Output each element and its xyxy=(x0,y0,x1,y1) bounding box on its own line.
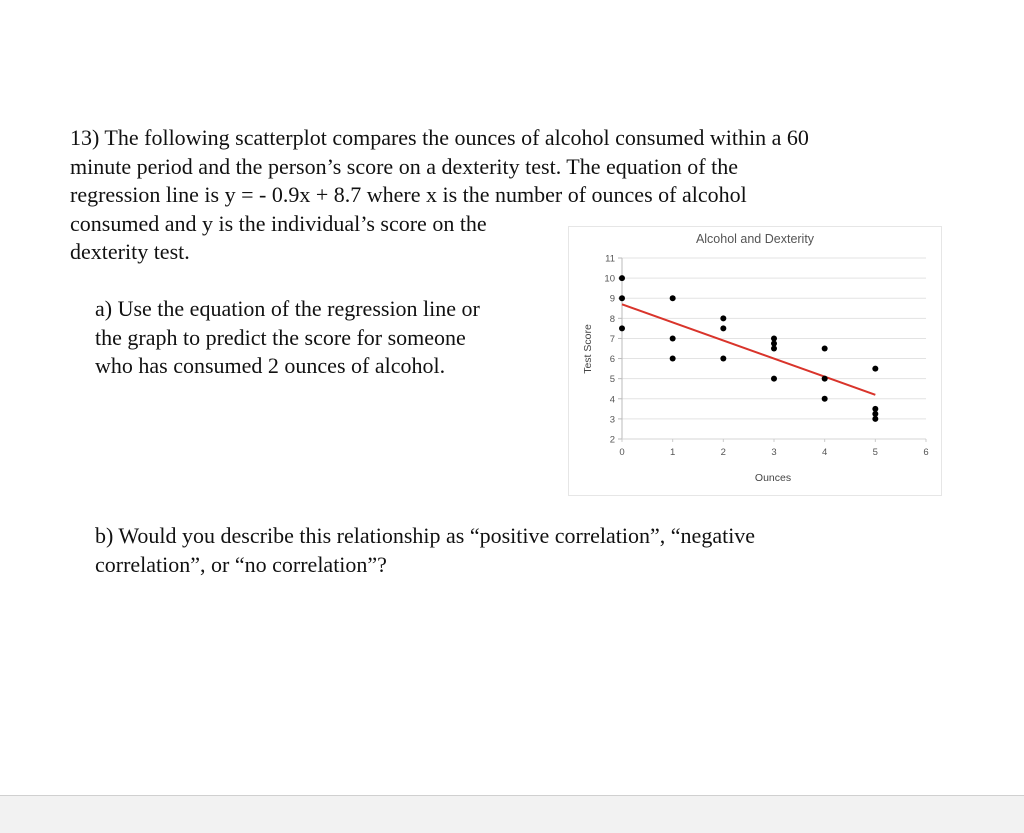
data-point xyxy=(670,295,676,301)
y-tick-label: 10 xyxy=(604,273,615,285)
x-tick-label: 2 xyxy=(720,447,726,458)
x-axis-label: Ounces xyxy=(754,472,792,484)
x-tick-label: 1 xyxy=(670,447,676,458)
data-point xyxy=(822,396,828,402)
y-tick-label: 8 xyxy=(609,313,615,325)
part-a-question xyxy=(95,295,565,381)
data-point xyxy=(720,325,726,331)
question-line: regression line is y = - 0.9x + 8.7 where x is the number of ounces of alcohol xyxy=(70,182,747,207)
x-tick-label: 3 xyxy=(771,447,777,458)
y-tick-label: 3 xyxy=(609,414,615,426)
regression-line xyxy=(622,304,875,395)
part-b-question xyxy=(95,522,895,579)
y-tick-label: 11 xyxy=(605,253,615,265)
part-b-line: b) Would you describe this relationship as “positive correlation”, “negative xyxy=(95,523,756,548)
part-a-line: the graph to predict the score for someone xyxy=(95,324,466,350)
y-tick-label: 9 xyxy=(609,293,615,305)
part-a-line: who has consumed 2 ounces of alcohol. xyxy=(95,353,446,378)
x-tick-label: 4 xyxy=(822,447,828,458)
data-point xyxy=(720,356,726,362)
data-point xyxy=(670,335,676,341)
chart-title: Alcohol and Dexterity xyxy=(695,232,815,246)
data-point xyxy=(872,416,878,422)
part-b-line: correlation”, or “no correlation”? xyxy=(95,551,387,577)
scatterplot-chart xyxy=(568,226,942,496)
y-tick-label: 6 xyxy=(609,354,615,366)
data-point xyxy=(670,356,676,362)
data-point xyxy=(619,295,625,301)
x-tick-label: 6 xyxy=(923,447,929,458)
y-tick-label: 2 xyxy=(609,434,615,446)
question-line: minute period and the person’s score on a dexterity test. The equation of the xyxy=(70,153,738,179)
data-point xyxy=(872,366,878,372)
data-point xyxy=(822,346,828,352)
data-point xyxy=(619,275,625,281)
y-axis-label: Test Score xyxy=(582,324,594,374)
question-line: consumed and y is the individual’s score on the xyxy=(70,210,487,236)
data-point xyxy=(771,346,777,352)
bottom-toolbar xyxy=(0,795,1024,833)
question-line: dexterity test. xyxy=(70,239,190,264)
question-line: 13) The following scatterplot compares the ounces of alcohol consumed within a 60 xyxy=(70,125,809,150)
data-point xyxy=(822,376,828,382)
scatterplot-svg xyxy=(569,227,941,495)
data-point xyxy=(619,325,625,331)
part-a-line: a) Use the equation of the regression line or xyxy=(95,296,480,321)
y-tick-label: 7 xyxy=(609,333,615,345)
data-point xyxy=(720,315,726,321)
x-tick-label: 0 xyxy=(619,447,625,458)
y-tick-label: 5 xyxy=(609,374,615,386)
x-tick-label: 5 xyxy=(872,447,878,458)
data-point xyxy=(771,376,777,382)
y-tick-label: 4 xyxy=(609,394,615,406)
